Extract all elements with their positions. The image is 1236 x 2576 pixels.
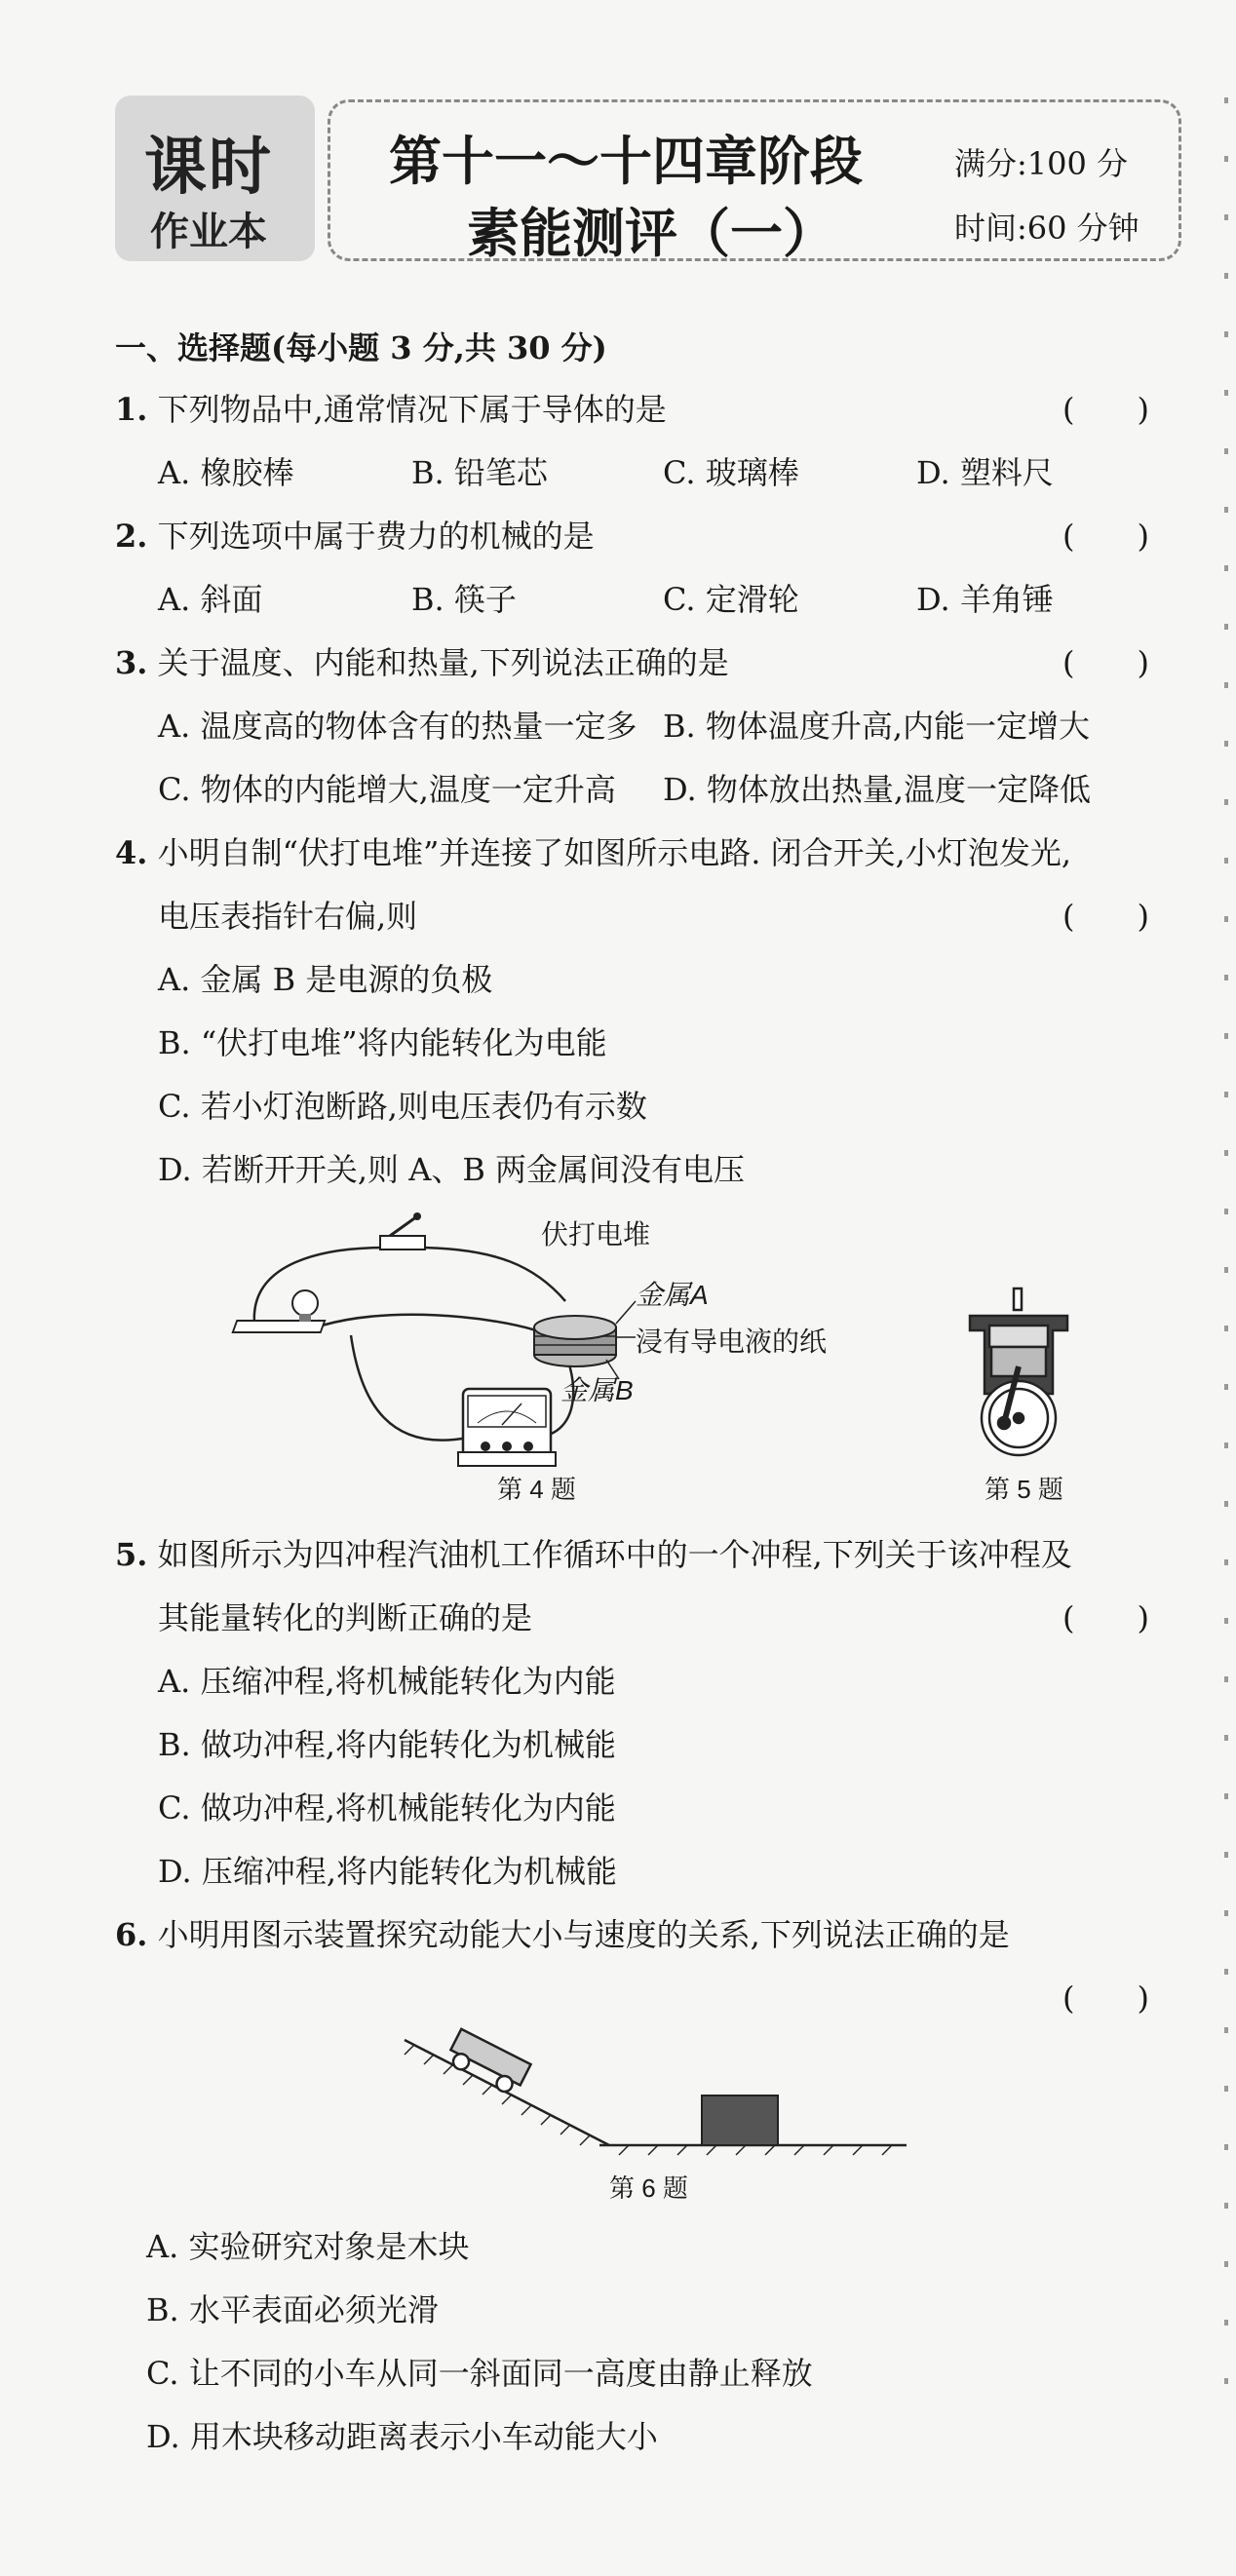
question-text: 关于温度、内能和热量,下列说法正确的是: [157, 644, 729, 681]
figure-6-ramp: [405, 2022, 911, 2169]
question-text: 下列选项中属于费力的机械的是: [157, 518, 595, 555]
label-metal-b: 金属B: [560, 1375, 634, 1405]
wire: [414, 1248, 565, 1301]
answer-blank[interactable]: ( ): [1062, 1980, 1149, 2017]
label-conductive-paper: 浸有导电液的纸: [636, 1326, 828, 1357]
option[interactable]: C. 定滑轮: [663, 581, 799, 618]
logo-main-text: 课时: [144, 132, 273, 204]
question-number: 3.: [115, 644, 148, 681]
option[interactable]: C. 物体的内能增大,温度一定升高: [158, 771, 616, 808]
question-5-stem-line2: 其能量转化的判断正确的是: [158, 1599, 533, 1636]
section-title: 一、选择题(每小题 3 分,共 30 分): [115, 329, 607, 366]
question-4-stem: [115, 828, 1071, 873]
option[interactable]: D. 用木块移动距离表示小车动能大小: [146, 2418, 658, 2455]
option[interactable]: D. 羊角锤: [916, 581, 1054, 618]
switch-icon: [380, 1212, 425, 1250]
cart-icon: [444, 2029, 531, 2097]
question-number: 1.: [115, 391, 148, 428]
option[interactable]: B. 水平表面必须光滑: [146, 2291, 439, 2328]
voltaic-pile-icon: [534, 1301, 636, 1379]
answer-blank[interactable]: ( ): [1062, 391, 1149, 428]
question-text: 小明用图示装置探究动能大小与速度的关系,下列说法正确的是: [157, 1916, 1010, 1953]
label-metal-a: 金属A: [636, 1280, 709, 1310]
option[interactable]: D. 塑料尺: [916, 454, 1054, 491]
option[interactable]: A. 温度高的物体含有的热量一定多: [158, 708, 637, 745]
option[interactable]: C. 玻璃棒: [663, 454, 799, 491]
label-voltaic-pile: 伏打电堆: [541, 1219, 651, 1250]
question-number: 2.: [115, 518, 148, 555]
page-title-line2: 素能测评（一）: [467, 203, 835, 264]
option[interactable]: A. 压缩冲程,将机械能转化为内能: [158, 1663, 616, 1700]
answer-blank[interactable]: ( ): [1062, 518, 1149, 555]
option[interactable]: B. “伏打电堆”将内能转化为电能: [158, 1024, 607, 1061]
figure-5-caption: 第 5 题: [985, 1475, 1063, 1504]
full-score: 满分:100 分: [954, 145, 1129, 182]
wire: [351, 1335, 468, 1441]
question-text: 小明自制“伏打电堆”并连接了如图所示电路. 闭合开关,小灯泡发光,: [157, 834, 1071, 871]
option[interactable]: A. 金属 B 是电源的负极: [158, 961, 493, 998]
bulb-icon: [233, 1290, 325, 1332]
question-5-stem: [115, 1530, 1072, 1575]
answer-blank[interactable]: ( ): [1062, 1599, 1149, 1636]
logo: [115, 96, 315, 261]
option[interactable]: B. 做功冲程,将内能转化为机械能: [158, 1726, 617, 1763]
time-limit: 时间:60 分钟: [954, 210, 1139, 247]
option[interactable]: D. 若断开开关,则 A、B 两金属间没有电压: [158, 1151, 746, 1188]
answer-blank[interactable]: ( ): [1062, 898, 1149, 935]
question-text: 如图所示为四冲程汽油机工作循环中的一个冲程,下列关于该冲程及: [157, 1536, 1072, 1573]
wooden-block: [702, 2095, 778, 2145]
option[interactable]: C. 让不同的小车从同一斜面同一高度由静止释放: [146, 2355, 813, 2392]
page-title-line1: 第十一～十四章阶段: [389, 131, 863, 192]
option[interactable]: C. 做功冲程,将机械能转化为内能: [158, 1789, 616, 1826]
question-2-stem: [115, 512, 595, 557]
question-4-stem-line2: 电压表指针右偏,则: [158, 898, 418, 935]
question-6-stem: [115, 1910, 1010, 1955]
voltmeter-icon: [458, 1389, 556, 1466]
option[interactable]: C. 若小灯泡断路,则电压表仍有示数: [158, 1088, 647, 1125]
question-text: 下列物品中,通常情况下属于导体的是: [157, 391, 667, 428]
question-1-stem: [115, 385, 667, 430]
option[interactable]: A. 斜面: [158, 581, 263, 618]
figure-4-caption: 第 4 题: [497, 1475, 576, 1504]
binding-edge-marks: [1224, 97, 1228, 2437]
title-box: [328, 99, 1181, 264]
option[interactable]: B. 筷子: [411, 581, 517, 618]
worksheet-header: [115, 86, 1178, 271]
option[interactable]: A. 橡胶棒: [158, 454, 294, 491]
question-number: 6.: [115, 1916, 148, 1953]
figure-5-engine: [960, 1287, 1077, 1462]
logo-sub-text: 作业本: [150, 210, 267, 254]
option[interactable]: D. 物体放出热量,温度一定降低: [663, 771, 1092, 808]
question-number: 4.: [115, 834, 148, 871]
option[interactable]: D. 压缩冲程,将内能转化为机械能: [158, 1853, 618, 1890]
option[interactable]: A. 实验研究对象是木块: [146, 2228, 470, 2265]
answer-blank[interactable]: ( ): [1062, 644, 1149, 681]
spark-plug-icon: [1014, 1288, 1022, 1310]
option[interactable]: B. 物体温度升高,内能一定增大: [663, 708, 1091, 745]
question-number: 5.: [115, 1536, 148, 1573]
question-3-stem: [115, 638, 729, 683]
wire: [322, 1315, 536, 1330]
figure-6-caption: 第 6 题: [609, 2173, 688, 2203]
option[interactable]: B. 铅笔芯: [411, 454, 548, 491]
